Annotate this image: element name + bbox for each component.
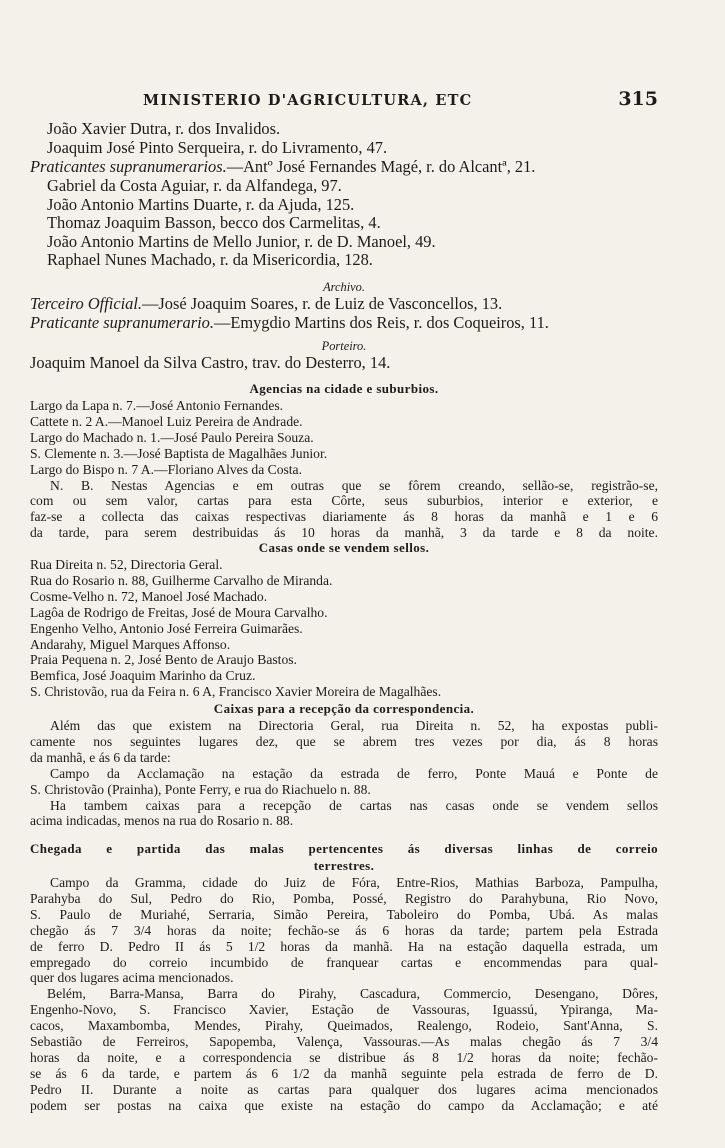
chegada-line: horas da noite, e a correspondencia se distribue ás 8 1/2 horas da noite; fechão- <box>30 1049 658 1065</box>
agencias-heading: Agencias na cidade e suburbios. <box>249 381 439 396</box>
chegada-line: Engenho-Novo, S. Francisco Xavier, Estação de Vassouras, Iguassú, Ypiranga, Ma- <box>30 1002 658 1018</box>
chegada-line: chegão ás 7 3/4 horas da noite; fechão-se ás 6 horas da tarde; partem pela Estrada <box>30 922 658 938</box>
praticante-entry: João Antonio Martins de Mello Junior, r. de D. Manoel, 49. <box>47 232 436 251</box>
agencias-note-line: com ou sem valor, cartas para esta Côrte, seus suburbios, interior e exterior, e <box>30 493 658 509</box>
casas-heading: Casas onde se vendem sellos. <box>258 540 430 555</box>
agencias-note-line: faz-se a collecta das caixas respectivas diariamente ás 8 horas da manhã e 1 e 6 <box>30 509 658 525</box>
casa-item: Andarahy, Miguel Marques Affonso. <box>30 636 231 652</box>
caixas-line: Campo da Acclamação na estação da estrada de ferro, Ponte Mauá e Ponte de <box>50 765 658 781</box>
agencia-item: S. Clemente n. 3.—José Baptista de Magalhães Junior. <box>30 445 328 461</box>
praticante-entry: Thomaz Joaquim Basson, becco dos Carmelitas, 4. <box>47 214 381 233</box>
chegada-heading-cont: terrestres. <box>313 858 375 873</box>
archivo-label-2: Praticante supranumerario. <box>30 313 214 332</box>
praticante-entry: João Antonio Martins Duarte, r. da Ajuda, 125. <box>47 195 355 214</box>
running-title: MINISTERIO D'AGRICULTURA, ETC <box>143 92 473 109</box>
chegada-line: de ferro D. Pedro II ás 5 1/2 horas da manhã. Ha na estação daquella estrada, um <box>30 938 658 954</box>
agencia-item: Cattete n. 2 A.—Manoel Luiz Pereira de Andrade. <box>30 413 303 429</box>
casa-item: Praia Pequena n. 2, José Bento de Araujo Bastos. <box>30 652 297 668</box>
chegada-line: Sebastião de Ferreiros, Sapopemba, Valença, Vassouras.—As malas chegão ás 7 3/4 <box>30 1034 658 1050</box>
chegada-heading: Chegada e partida das malas pertencentes ás diversas linhas de correio <box>30 841 658 856</box>
caixas-line: camente nos seguintes lugares dez, que se abrem tres vezes por dia, ás 8 horas <box>30 733 658 749</box>
page-header <box>143 88 658 114</box>
porteiro-heading: Porteiro. <box>321 339 367 353</box>
porteiro-text: Joaquim Manoel da Silva Castro, trav. do Desterro, 14. <box>30 354 391 372</box>
chegada-line: S. Paulo de Muriahé, Serraria, Simão Pereira, Taboleiro do Pomba, Ubá. As malas <box>30 906 658 922</box>
agencia-item: Largo do Machado n. 1.—José Paulo Pereira Souza. <box>30 429 314 445</box>
agencias-note-line: da tarde, para serem destribuidas ás 10 horas da manhã, 3 da tarde e 8 da noite. <box>30 525 658 541</box>
casas-section <box>30 539 658 700</box>
caixas-line: Ha tambem caixas para a recepção de cartas nas casas onde se vendem sellos <box>50 797 658 813</box>
archivo-heading: Archivo. <box>323 280 365 294</box>
praticante-entry: Gabriel da Costa Aguiar, r. da Alfandega, 97. <box>47 177 342 195</box>
caixas-line: S. Christovão (Prainha), Ponte Ferry, e rua do Riachuelo n. 88. <box>30 781 371 797</box>
agencia-item: Largo do Bispo n. 7 A.—Floriano Alves da Costa. <box>30 461 302 477</box>
caixas-line: Além das que existem na Directoria Geral, rua Direita n. 52, ha expostas publi- <box>50 718 658 733</box>
chegada-line: Parahyba do Sul, Pedro do Rio, Pomba, Possé, Registro do Parahybuna, Rio Novo, <box>30 890 658 906</box>
agencia-item: Largo da Lapa n. 7.—José Antonio Fernandes. <box>30 398 284 413</box>
staff-list <box>47 120 675 157</box>
archivo-label-1: Terceiro Official. <box>30 295 142 313</box>
staff-entry: João Xavier Dutra, r. dos Invalidos. <box>47 120 281 138</box>
casa-item: Cosme-Velho n. 72, Manoel José Machado. <box>30 588 268 604</box>
chegada-line: cacos, Maxambomba, Mendes, Pirahy, Queimados, Realengo, Rodeio, Sant'Anna, S. <box>30 1018 658 1034</box>
chegada-line: quer dos lugares acima mencionados. <box>30 970 234 986</box>
chegada-line: podem ser postas na caixa que existe na estação do campo da Acclamação; e até <box>30 1097 658 1113</box>
chegada-line: empregado do correio incumbido de franquear cartas e encommendas para qual- <box>30 954 658 970</box>
chegada-line: Pedro II. Durante a noite as cartas para qualquer dos lugares acima mencionados <box>30 1081 658 1097</box>
staff-entry: Joaquim José Pinto Serqueira, r. do Livramento, 47. <box>47 138 388 157</box>
chegada-section <box>30 840 658 1114</box>
praticante-entry: Raphael Nunes Machado, r. da Misericordia, 128. <box>47 251 373 270</box>
caixas-section <box>30 700 658 829</box>
casa-item: Rua Direita n. 52, Directoria Geral. <box>30 557 223 572</box>
page-number: 315 <box>618 88 658 110</box>
caixas-line: da manhã, e ás 6 da tarde: <box>30 749 171 765</box>
praticantes-line <box>30 158 658 177</box>
archivo-text-1: —José Joaquim Soares, r. de Luiz de Vasconcellos, 13. <box>142 295 503 313</box>
praticantes-list <box>47 177 675 270</box>
agencias-note-line: N. B. Nestas Agencias e em outras que se fôrem creando, sellão-se, registrão-se, <box>50 477 658 493</box>
chegada-line: Campo da Gramma, cidade do Juiz de Fóra, Entre-Rios, Mathias Barboza, Pampulha, <box>50 875 658 890</box>
porteiro-section <box>30 338 658 373</box>
chegada-line: Belém, Barra-Mansa, Barra do Pirahy, Cascadura, Commercio, Desengano, Dôres, <box>47 986 658 1002</box>
archivo-text-2: —Emygdio Martins dos Reis, r. dos Coqueiros, 11. <box>213 313 549 332</box>
casa-item: S. Christovão, rua da Feira n. 6 A, Francisco Xavier Moreira de Magalhães. <box>30 684 442 700</box>
archivo-section <box>30 279 658 332</box>
casa-item: Engenho Velho, Antonio José Ferreira Guimarães. <box>30 620 303 636</box>
casa-item: Lagôa de Rodrigo de Freitas, José de Moura Carvalho. <box>30 604 328 620</box>
chegada-line: se ás 6 da tarde, e partem ás 6 1/2 da manhã seguinte pela estrada de ferro de D. <box>30 1065 658 1081</box>
casa-item: Bemfica, José Joaquim Marinho da Cruz. <box>30 668 256 684</box>
caixas-line: acima indicadas, menos na rua do Rosario n. 88. <box>30 813 294 829</box>
praticantes-text: —Antº José Fernandes Magé, r. do Alcantª, 21. <box>226 158 536 176</box>
agencias-section <box>30 380 658 541</box>
caixas-heading: Caixas para a recepção da correspondencia. <box>213 701 475 716</box>
praticantes-label: Praticantes supranumerarios. <box>30 158 227 176</box>
casa-item: Rua do Rosario n. 88, Guilherme Carvalho de Miranda. <box>30 572 333 588</box>
